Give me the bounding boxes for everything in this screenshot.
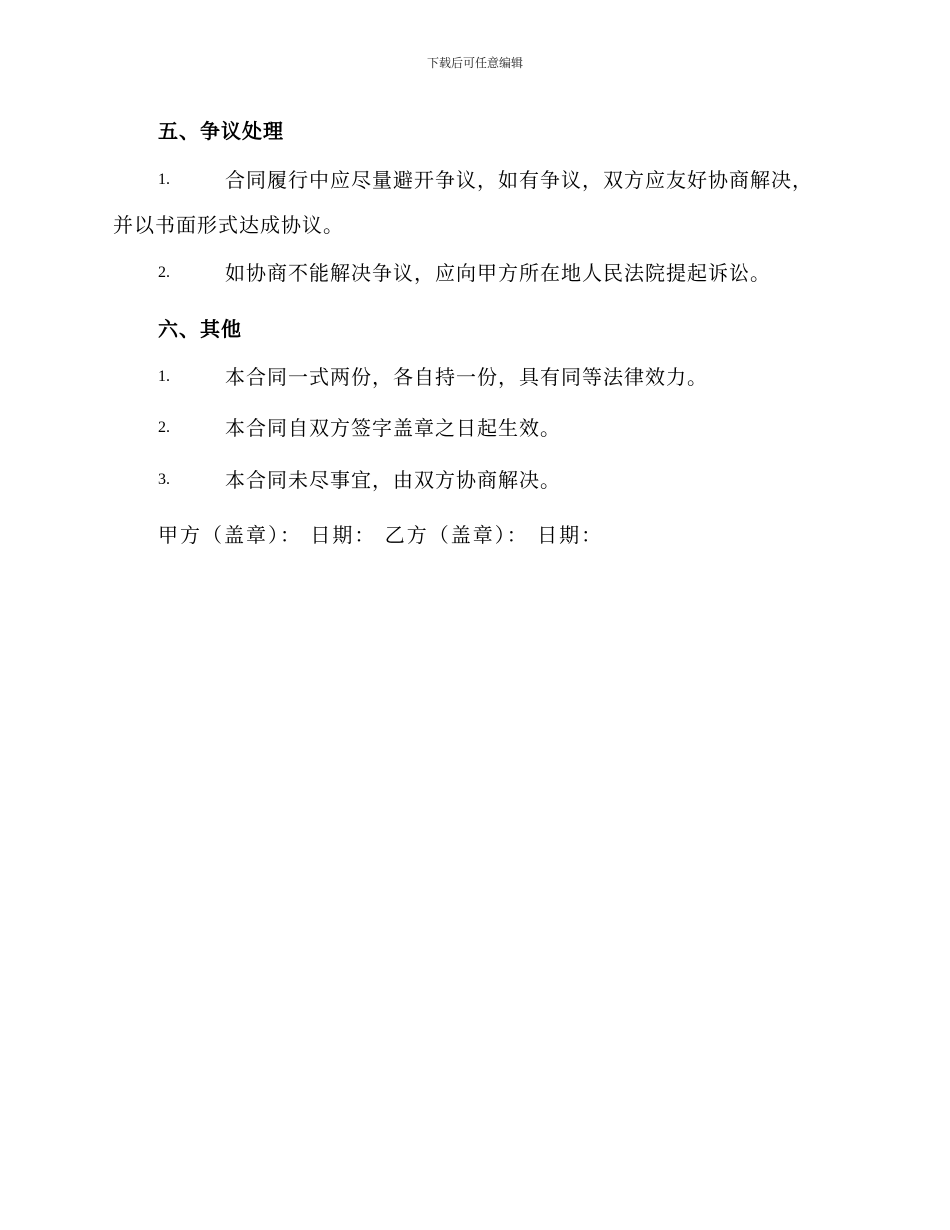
clause-number: 2. (158, 419, 170, 436)
clause-text: 本合同未尽事宜，由双方协商解决。 (225, 468, 561, 492)
clause-number: 2. (158, 264, 170, 281)
section-heading-other: 六、其他 (158, 317, 242, 341)
clause-text: 如协商不能解决争议，应向甲方所在地人民法院提起诉讼。 (225, 261, 771, 285)
clause-number: 1. (158, 171, 170, 188)
dispute-clause-1-continuation: 并以书面形式达成协议。 (113, 213, 344, 237)
clause-text: 本合同自双方签字盖章之日起生效。 (225, 416, 561, 440)
signature-line: 甲方（盖章）： 日期： 乙方（盖章）： 日期： (158, 523, 604, 547)
clause-number: 1. (158, 368, 170, 385)
section-heading-dispute: 五、争议处理 (158, 119, 284, 143)
clause-text: 本合同一式两份，各自持一份，具有同等法律效力。 (225, 365, 708, 389)
page-header-note: 下载后可任意编辑 (426, 56, 523, 70)
clause-number: 3. (158, 471, 170, 488)
clause-text: 合同履行中应尽量避开争议，如有争议，双方应友好协商解决， (225, 168, 813, 192)
